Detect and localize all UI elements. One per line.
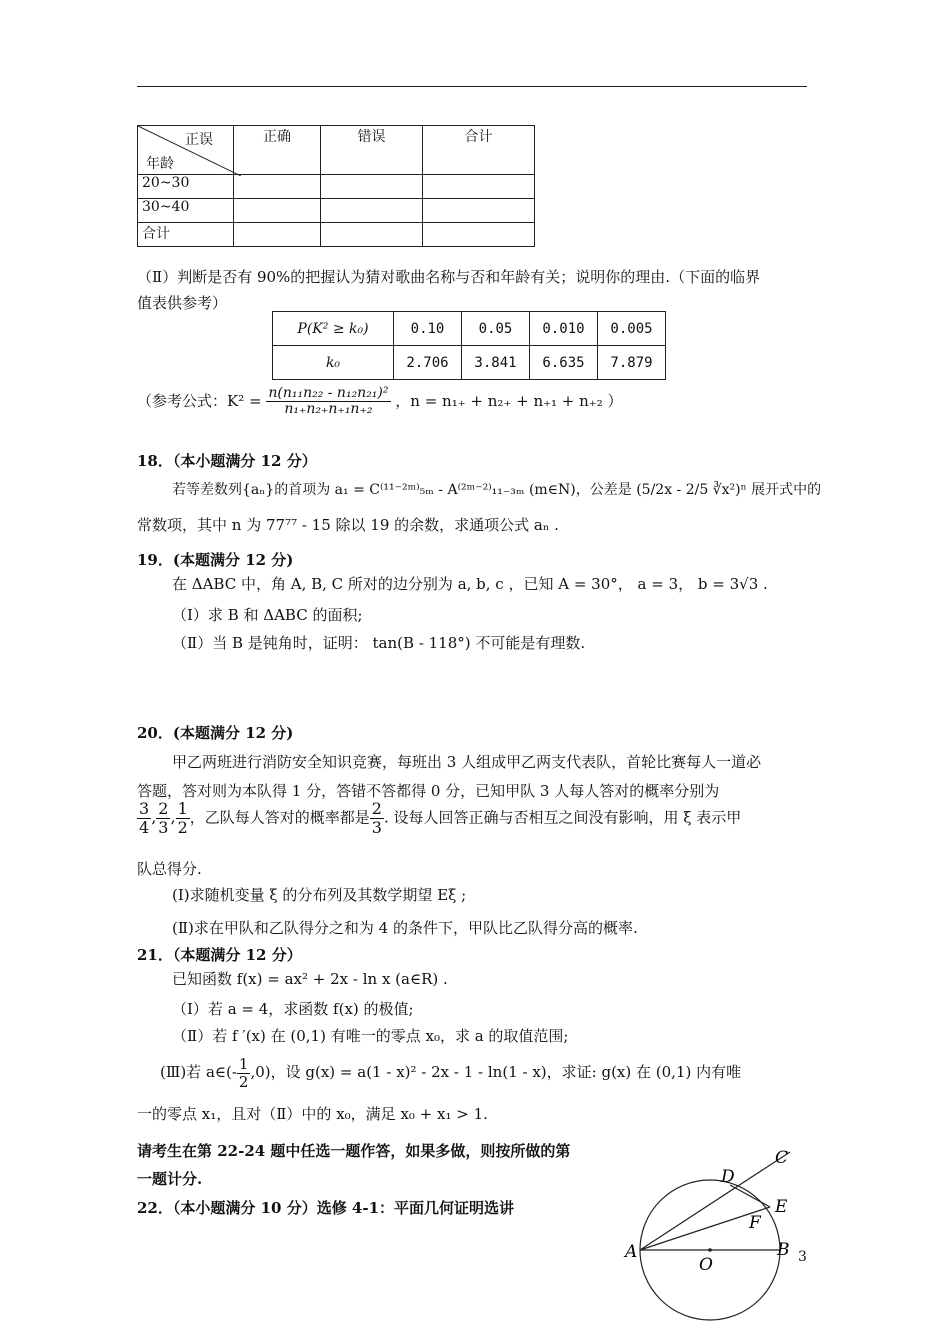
q21-part3 <box>160 1056 741 1090</box>
q19-line1: 在 ΔABC 中，角 A, B, C 所对的边分别为 a, b, c ，已知 A = 30°， a = 3， b = 3√3 . <box>172 575 768 593</box>
contingency-table <box>137 125 535 247</box>
formula-fraction <box>266 386 390 418</box>
header-wrong: 错误 <box>321 126 423 175</box>
team-b-fraction: $\frac{2}{3}$ <box>371 799 382 837</box>
corner-top-label: 正误 <box>185 132 213 148</box>
k-value: 3.841 <box>462 346 530 380</box>
q17-part2-line2: 值表供参考） <box>137 294 228 312</box>
header-total: 合计 <box>423 126 535 175</box>
critical-value-table <box>272 311 666 380</box>
q21-part3-end: ,0)，设 g(x) = a(1 - x)² - 2x - 1 - ln(1 - x)，求证: g(x) 在 (0,1) 内有唯 <box>250 1063 742 1081</box>
prob-fraction: $\frac{1}{2}$ <box>177 799 188 837</box>
circle-figure <box>615 1140 815 1340</box>
q18-line1: 若等差数列{aₙ}的首项为 a₁ = C⁽¹¹⁻²ᵐ⁾₅ₘ - A⁽²ᵐ⁻²⁾₁₁₋₃ₘ (m∈N)，公差是 (5/2x - 2/5 ∛x²)ⁿ 展开式中的 <box>172 482 822 498</box>
k-value: 6.635 <box>530 346 598 380</box>
formula-denominator: n₁₊n₂₊n₊₁n₊₂ <box>284 401 373 418</box>
line-de <box>730 1185 770 1207</box>
instructions-line1: 请考生在第 22-24 题中任选一题作答，如果多做，则按所做的第 <box>137 1142 571 1160</box>
row-label: 合计 <box>138 223 234 247</box>
line-ac <box>640 1152 790 1250</box>
formula-prefix: （参考公式：K² = <box>137 391 262 410</box>
half-fraction: $\frac{1}{2}$ <box>238 1055 249 1091</box>
label-o: O <box>699 1255 713 1275</box>
q17-part2-line1: （Ⅱ）判断是否有 90%的把握认为猜对歌曲名称与否和年龄有关；说明你的理由.（下面的临界 <box>137 268 761 286</box>
q21-part3-start: (Ⅲ)若 a∈(- <box>160 1063 237 1081</box>
q20-part2: (Ⅱ)求在甲队和乙队得分之和为 4 的条件下，甲队比乙队得分高的概率. <box>172 919 638 937</box>
label-d: D <box>721 1167 735 1187</box>
q18-title: 18．（本小题满分 12 分） <box>137 452 317 470</box>
q18-line2: 常数项，其中 n 为 77⁷⁷ - 15 除以 19 的余数，求通项公式 aₙ . <box>137 516 559 534</box>
center-point <box>708 1248 712 1252</box>
label-c: C <box>775 1148 789 1168</box>
q19-title: 19．(本题满分 12 分) <box>137 551 294 569</box>
top-rule <box>137 86 807 87</box>
q20-line4: 队总得分. <box>137 860 202 878</box>
q22-title: 22．（本小题满分 10 分）选修 4-1：平面几何证明选讲 <box>137 1199 515 1217</box>
corner-bottom-label: 年龄 <box>146 156 174 172</box>
q20-line3-mid: ，乙队每人答对的概率都是 <box>189 808 370 827</box>
k-label: k₀ <box>273 346 394 380</box>
prob-fraction: $\frac{2}{3}$ <box>158 799 169 837</box>
q20-line1: 甲乙两班进行消防安全知识竞赛，每班出 3 人组成甲乙两支代表队，首轮比赛每人一道必 <box>172 753 762 771</box>
page-number: 3 <box>798 1249 807 1265</box>
q20-title: 20．(本题满分 12 分) <box>137 724 294 742</box>
p-value: 0.010 <box>530 312 598 346</box>
q19-part1: （Ⅰ）求 B 和 ΔABC 的面积; <box>172 606 363 624</box>
reference-formula <box>137 386 623 418</box>
q21-title: 21．（本题满分 12 分） <box>137 946 302 964</box>
q21-part1: （Ⅰ）若 a = 4，求函数 f(x) 的极值; <box>172 1000 414 1018</box>
header-correct: 正确 <box>234 126 321 175</box>
p-value: 0.05 <box>462 312 530 346</box>
label-a: A <box>625 1242 638 1262</box>
prob-fraction: $\frac{3}{4}$ <box>139 799 150 837</box>
q20-line3-end: . 设每人回答正确与否相互之间没有影响，用 ξ 表示甲 <box>383 808 742 827</box>
p-label: P(K² ≥ k₀) <box>273 312 394 346</box>
q20-line3: $\frac{3}{4}$ , $\frac{2}{3}$ , $\frac{1}{2}$ ，乙队每人答对的概率都是 $\frac{2}{3}$ . 设每人回答正确与否相互之间没有影响，用 ξ 表示甲 <box>139 799 742 837</box>
label-f: F <box>749 1213 761 1233</box>
diagonal-header-cell <box>138 126 234 175</box>
p-value: 0.005 <box>598 312 666 346</box>
label-e: E <box>775 1197 788 1217</box>
row-label: 30~40 <box>138 199 234 223</box>
row-label: 20~30 <box>138 175 234 199</box>
instructions-line2: 一题计分. <box>137 1170 203 1188</box>
q21-line1: 已知函数 f(x) = ax² + 2x - ln x (a∈R) . <box>172 970 448 988</box>
k-value: 7.879 <box>598 346 666 380</box>
q21-line5: 一的零点 x₁，且对（Ⅱ）中的 x₀，满足 x₀ + x₁ > 1. <box>137 1105 488 1123</box>
k-value: 2.706 <box>394 346 462 380</box>
label-b: B <box>777 1240 790 1260</box>
q19-part2: （Ⅱ）当 B 是钝角时，证明： tan(B - 118°) 不可能是有理数. <box>172 634 586 652</box>
p-value: 0.10 <box>394 312 462 346</box>
formula-suffix: ，n = n₁₊ + n₂₊ + n₊₁ + n₊₂ ） <box>395 391 623 410</box>
q20-line2: 答题，答对则为本队得 1 分，答错不答都得 0 分，已知甲队 3 人每人答对的概率分别为 <box>137 782 720 800</box>
q21-part2: （Ⅱ）若 f ′(x) 在 (0,1) 有唯一的零点 x₀，求 a 的取值范围; <box>172 1027 569 1045</box>
formula-numerator: n(n₁₁n₂₂ - n₁₂n₂₁)² <box>268 385 389 401</box>
q20-part1: (Ⅰ)求随机变量 ξ 的分布列及其数学期望 Eξ ; <box>172 886 467 904</box>
